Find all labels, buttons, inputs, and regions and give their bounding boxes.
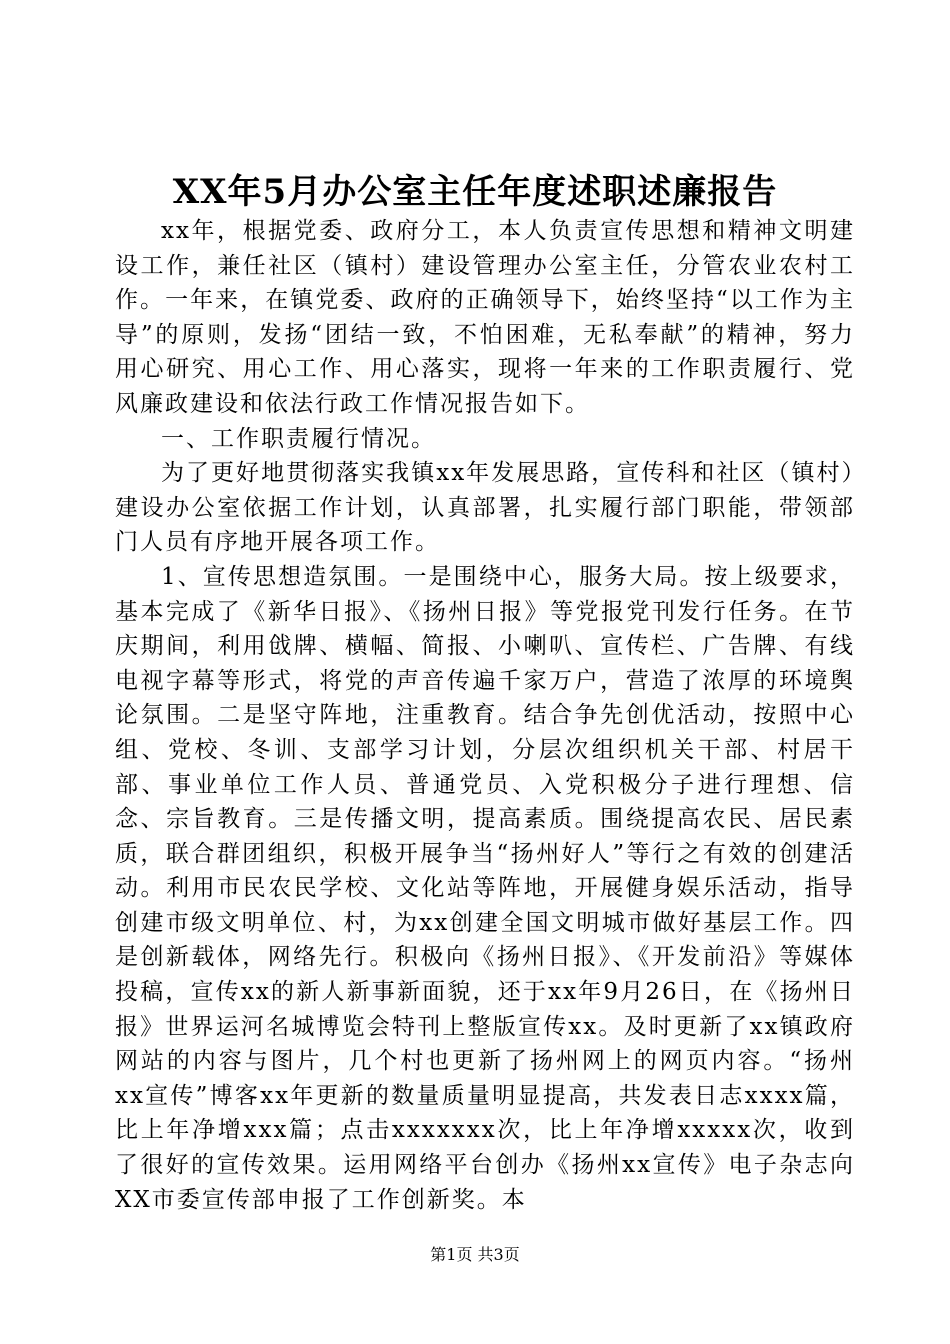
paragraph-intro: xx年，根据党委、政府分工，本人负责宣传思想和精神文明建设工作，兼任社区（镇村）建设管理办公室主任，分管农业农村工作。一年来，在镇党委、政府的正确领导下，始终坚持“以工作为主导”的原则，发扬“团结一致，不怕困难，无私奉献”的精神，努力用心研究、用心工作、用心落实，现将一年来的工作职责履行、党风廉政建设和依法行政工作情况报告如下。 [115,218,855,417]
section-heading: 一、工作职责履行情况。 [161,425,436,452]
paragraph-overview: 为了更好地贯彻落实我镇xx年发展思路，宣传科和社区（镇村）建设办公室依据工作计划，认真部署，扎实履行部门职能，带领部门人员有序地开展各项工作。 [115,460,855,556]
paragraph-propaganda: 1、宣传思想造氛围。一是围绕中心，服务大局。按上级要求，基本完成了《新华日报》、《扬州日报》等党报党刊发行任务。在节庆期间，利用戗牌、横幅、简报、小喇叭、宣传栏、广告牌、有线电视字幕等形式，将党的声音传遍千家万户，营造了浓厚的环境舆论氛围。二是坚守阵地，注重教育。结合争先创优活动，按照中心组、党校、冬训、支部学习计划，分层次组织机关干部、村居干部、事业单位工作人员、普通党员、入党积极分子进行理想、信念、宗旨教育。三是传播文明，提高素质。围绕提高农民、居民素质，联合群团组织，积极开展争当“扬州好人”等行之有效的创建活动。利用市民农民学校、文化站等阵地，开展健身娱乐活动，指导创建市级文明单位、村，为xx创建全国文明城市做好基层工作。四是创新载体，网络先行。积极向《扬州日报》、《开发前沿》等媒体投稿，宣传xx的新人新事新面貌，还于xx年9月26日，在《扬州日报》世界运河名城博览会特刊上整版宣传xx。及时更新了xx镇政府网站的内容与图片，几个村也更新了扬州网上的网页内容。“扬州xx宣传”博客xx年更新的数量质量明显提高，共发表日志xxxx篇，比上年净增xxx篇；点击xxxxxxx次，比上年净增xxxxx次，收到了很好的宣传效果。运用网络平台创办《扬州xx宣传》电子杂志向XX市委宣传部申报了工作创新奖。本 [115,563,855,1213]
document-body [115,214,855,1217]
page-number-footer: 第1页 共3页 [430,1245,520,1264]
document-title: XX年5月办公室主任年度述职述廉报告 [172,172,778,212]
